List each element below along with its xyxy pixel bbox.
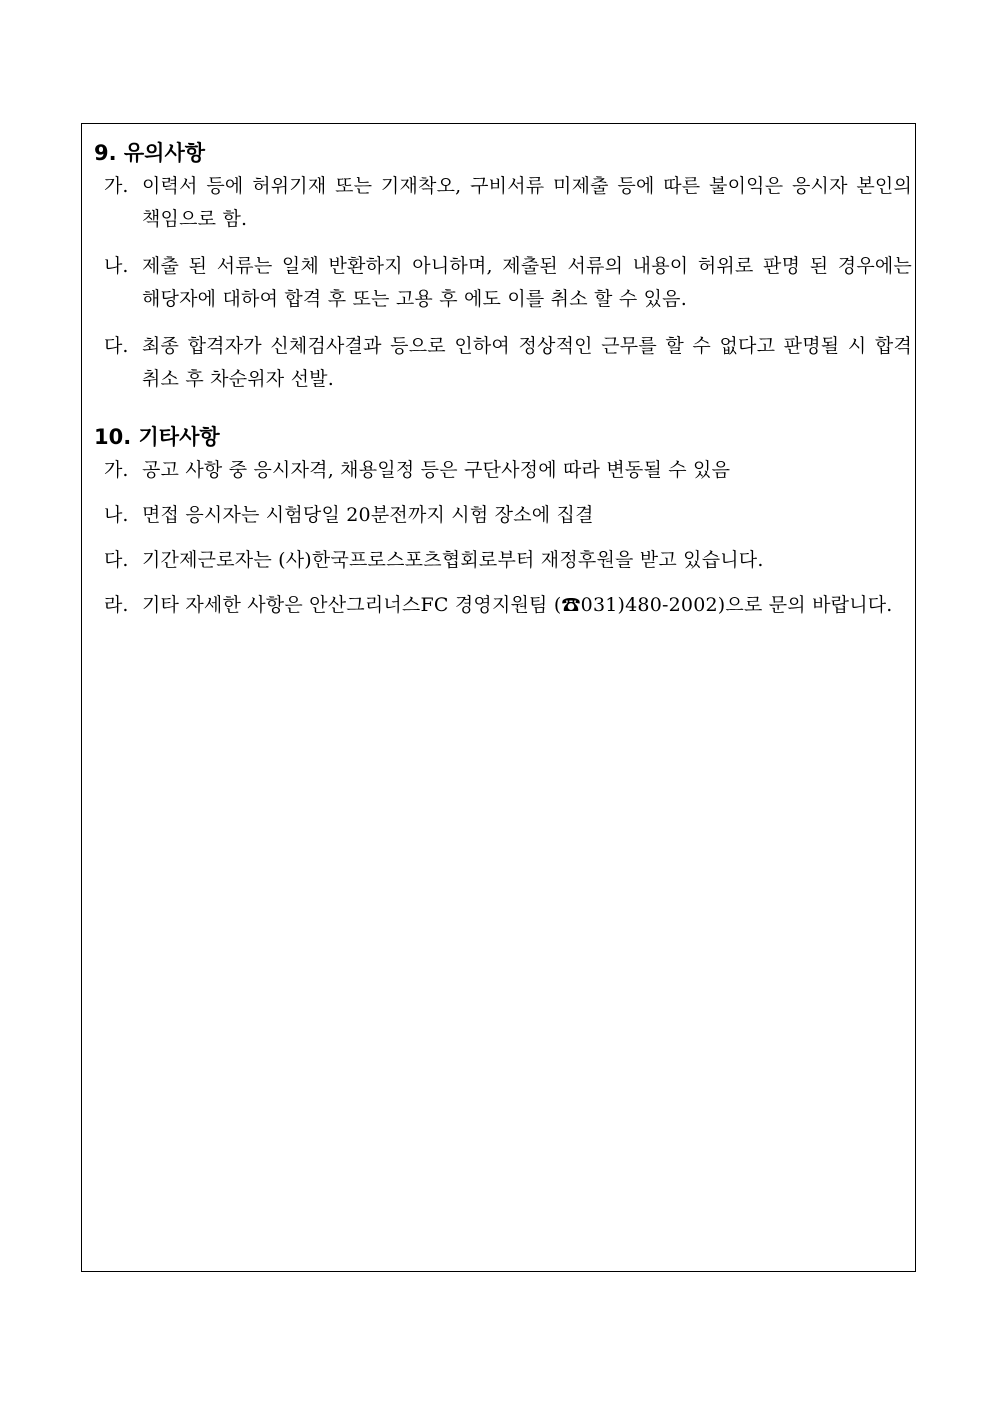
list-item: [94, 250, 912, 316]
list-marker: 라.: [104, 594, 129, 616]
section-other-matters: [94, 422, 912, 622]
list-item: [94, 170, 912, 236]
list-marker: 나.: [104, 255, 129, 277]
list-item: [94, 454, 912, 487]
list-item-text: 공고 사항 중 응시자격, 채용일정 등은 구단사정에 따라 변동될 수 있음: [142, 459, 731, 481]
list-marker: 가.: [104, 459, 129, 481]
list-item-text: 기간제근로자는 (사)한국프로스포츠협회로부터 재정후원을 받고 있습니다.: [142, 549, 764, 571]
list-item-text: 면접 응시자는 시험당일 20분전까지 시험 장소에 집결: [142, 504, 594, 526]
list-item-text: 제출 된 서류는 일체 반환하지 아니하며, 제출된 서류의 내용이 허위로 판명 된 경우에는 해당자에 대하여 합격 후 또는 고용 후 에도 이를 취소 할 수 있음.: [142, 255, 912, 310]
list-item-text: 이력서 등에 허위기재 또는 기재착오, 구비서류 미제출 등에 따른 불이익은 응시자 본인의 책임으로 함.: [142, 175, 912, 230]
list-marker: 다.: [104, 549, 129, 571]
notice-content: [94, 138, 912, 622]
list-marker: 다.: [104, 335, 129, 357]
notice-box: [81, 123, 916, 1272]
list-item: [94, 589, 912, 622]
list-item: [94, 499, 912, 532]
list-marker: 나.: [104, 504, 129, 526]
list-item: [94, 330, 912, 396]
list-marker: 가.: [104, 175, 129, 197]
list-item-text: 기타 자세한 사항은 안산그리너스FC 경영지원팀 (☎031)480-2002)으로 문의 바랍니다.: [142, 594, 893, 616]
section-title: 9. 유의사항: [94, 141, 206, 165]
list-item: [94, 544, 912, 577]
section-title: 10. 기타사항: [94, 425, 220, 449]
section-precautions: [94, 138, 912, 396]
list-item-text: 최종 합격자가 신체검사결과 등으로 인하여 정상적인 근무를 할 수 없다고 판명될 시 합격 취소 후 차순위자 선발.: [142, 335, 912, 390]
